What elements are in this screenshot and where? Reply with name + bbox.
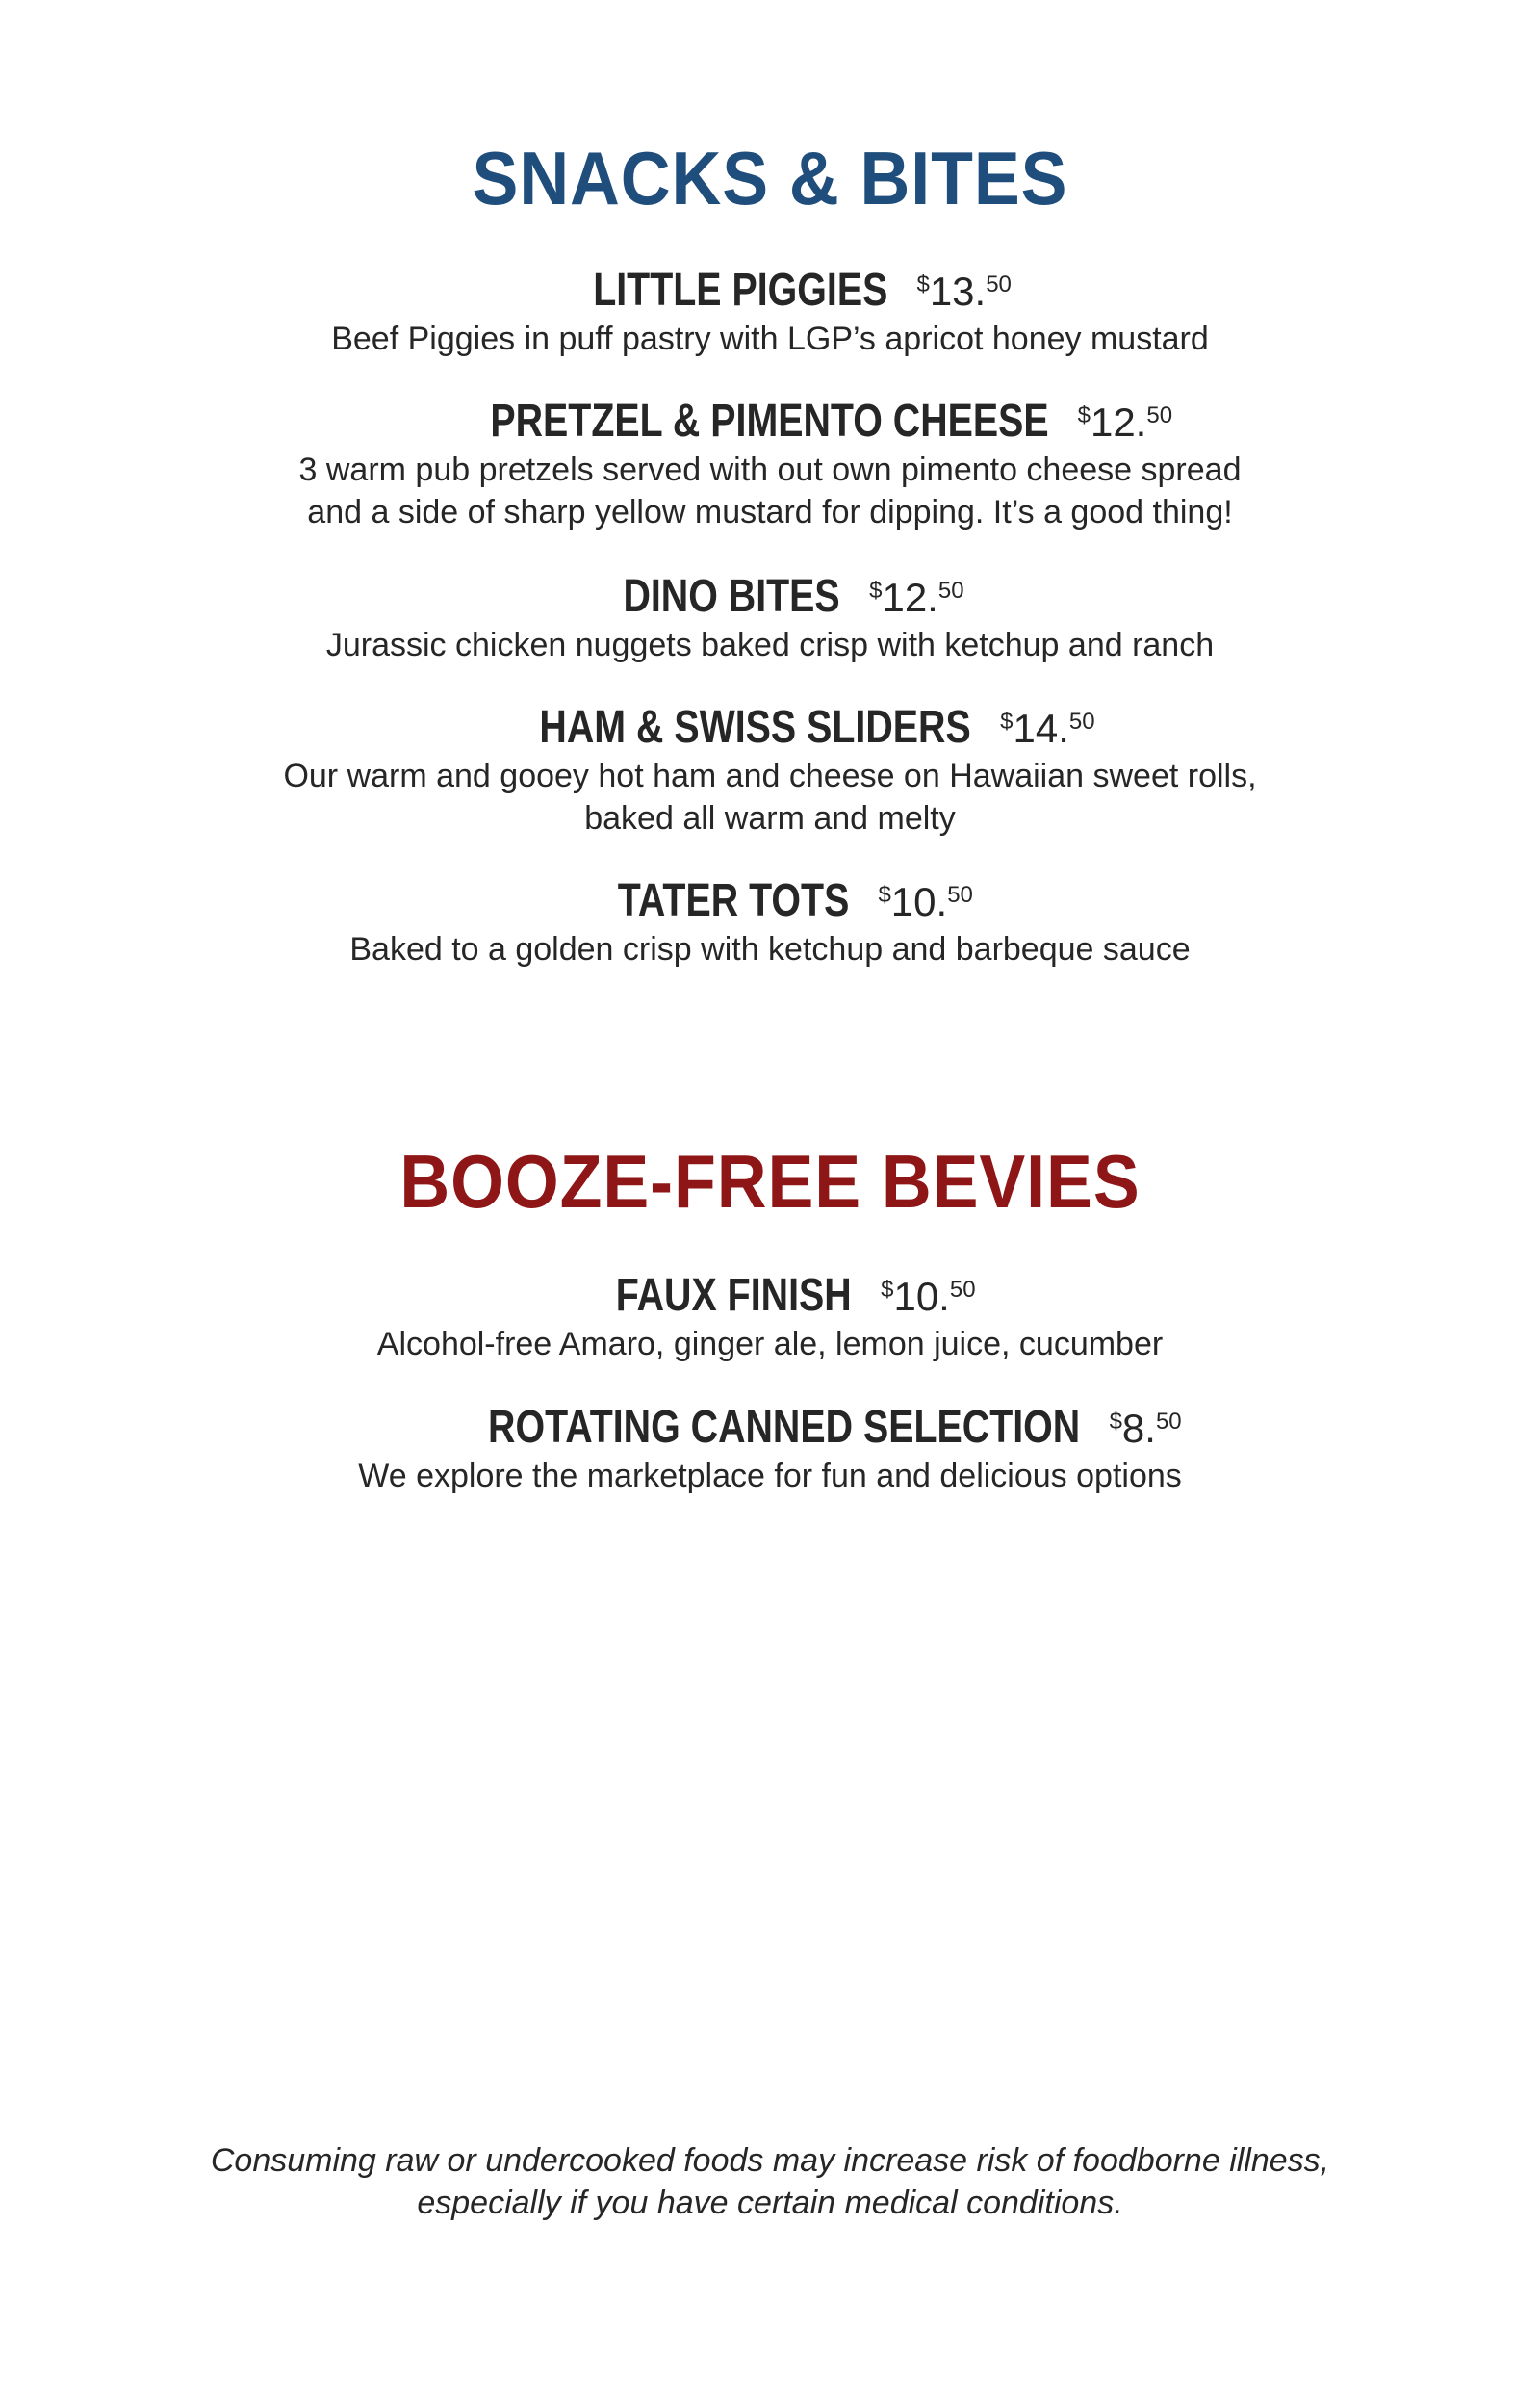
item-price [878, 879, 972, 925]
item-description-line: and a side of sharp yellow mustard for dipping. It’s a good thing! [307, 494, 1233, 531]
item-description: We explore the marketplace for fun and delicious options [358, 1458, 1182, 1494]
item-description-line: baked all warm and melty [584, 800, 956, 837]
menu-item-ham-swiss-sliders [0, 701, 1540, 840]
price-main: 8. [1121, 1406, 1156, 1451]
menu-item-dino-bites [0, 570, 1540, 666]
item-header [0, 701, 1540, 755]
price-dollar: $ [1109, 1409, 1122, 1435]
item-price [1000, 706, 1094, 752]
price-cents: 50 [1146, 402, 1173, 428]
item-name: ROTATING CANNED SELECTION [488, 1402, 1081, 1453]
booze-free-section [0, 1138, 1540, 1225]
price-main: 10. [890, 879, 948, 924]
item-description: Alcohol-free Amaro, ginger ale, lemon juice, cucumber [376, 1326, 1164, 1362]
item-header [0, 1401, 1540, 1455]
price-main: 12. [1090, 400, 1147, 445]
price-cents: 50 [949, 1277, 976, 1303]
price-dollar: $ [1000, 709, 1014, 735]
price-main: 10. [893, 1274, 950, 1319]
item-description: Jurassic chicken nuggets baked crisp with ketchup and ranch [325, 627, 1215, 663]
item-name: HAM & SWISS SLIDERS [539, 702, 972, 753]
price-main: 12. [882, 575, 938, 620]
price-dollar: $ [881, 1277, 894, 1303]
price-cents: 50 [947, 882, 973, 908]
price-dollar: $ [916, 272, 930, 298]
item-description-line: 3 warm pub pretzels served with out own pimento cheese spread [298, 452, 1242, 488]
menu-item-pretzel-pimento-cheese [0, 395, 1540, 533]
price-main: 14. [1013, 706, 1069, 751]
item-name: PRETZEL & PIMENTO CHEESE [490, 396, 1049, 447]
food-safety-disclaimer [0, 2139, 1540, 2224]
item-name: LITTLE PIGGIES [593, 265, 888, 316]
item-header [0, 874, 1540, 928]
item-price [869, 575, 963, 621]
price-dollar: $ [878, 882, 891, 908]
item-header [0, 264, 1540, 318]
booze-free-title: BOOZE-FREE BEVIES [399, 1139, 1141, 1224]
item-header [0, 395, 1540, 449]
menu-item-little-piggies [0, 264, 1540, 360]
item-name: TATER TOTS [617, 875, 850, 926]
item-price [881, 1274, 975, 1320]
disclaimer-line: especially if you have certain medical conditions. [417, 2185, 1123, 2221]
snacks-title: SNACKS & BITES [472, 136, 1068, 220]
item-price [1078, 400, 1172, 446]
item-description-line: Our warm and gooey hot ham and cheese on Hawaiian sweet rolls, [283, 758, 1257, 794]
item-name: DINO BITES [623, 571, 841, 622]
item-price [1110, 1406, 1182, 1452]
disclaimer-line: Consuming raw or undercooked foods may increase risk of foodborne illness, [210, 2142, 1330, 2179]
snacks-section [0, 135, 1540, 221]
item-header [0, 1269, 1540, 1323]
item-header [0, 570, 1540, 624]
price-main: 13. [929, 269, 987, 314]
price-cents: 50 [1155, 1409, 1182, 1435]
menu-item-rotating-canned-selection [0, 1401, 1540, 1497]
menu-item-tater-tots [0, 874, 1540, 971]
item-description: Baked to a golden crisp with ketchup and barbeque sauce [349, 931, 1191, 968]
price-cents: 50 [937, 578, 964, 604]
item-description: Beef Piggies in puff pastry with LGP’s apricot honey mustard [331, 321, 1209, 357]
item-price [916, 269, 1011, 315]
price-dollar: $ [1077, 402, 1091, 428]
price-cents: 50 [1068, 709, 1095, 735]
price-cents: 50 [986, 272, 1012, 298]
item-name: FAUX FINISH [616, 1270, 853, 1321]
menu-item-faux-finish [0, 1269, 1540, 1365]
price-dollar: $ [869, 578, 883, 604]
